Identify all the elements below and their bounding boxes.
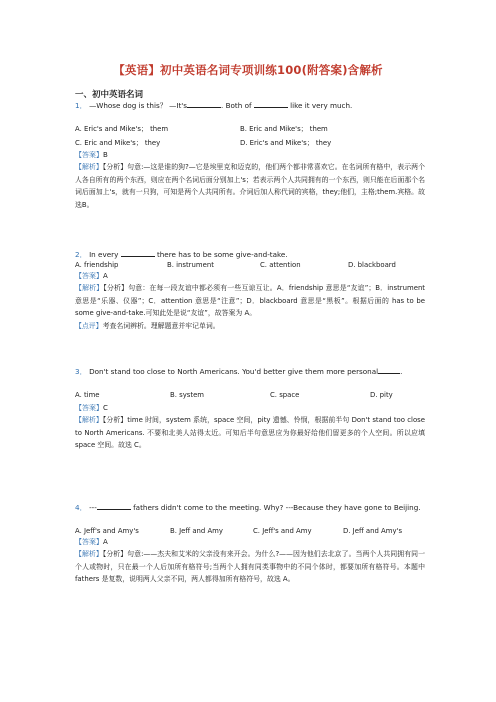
answer-line bbox=[75, 537, 425, 548]
analysis: 【解析】【分析】句意:——杰夫和艾米的父亲没有来开会。为什么?——因为他们去北京了。当两个人共同拥有同一个人或物时，只在最一个人后加所有格符号;当两个人拥有同类事物中的不同个体时，都要加所有格符号。本题中 fathers 是复数，说明两人父亲不同，两人都得加所有格符号，故选 A。 bbox=[75, 550, 425, 583]
question-stem: 3． Don't stand too close to North Americans. You'd better give them more personal . bbox=[75, 367, 403, 376]
blank bbox=[378, 367, 400, 374]
answer-tag: 【答案】 bbox=[75, 151, 103, 159]
option-b: B. instrument bbox=[167, 261, 214, 269]
blank bbox=[121, 250, 155, 257]
question-1 bbox=[75, 100, 425, 211]
comment-tag: 【点评】 bbox=[75, 321, 103, 330]
options-row bbox=[75, 260, 425, 271]
option-c: C. Jeff's and Amy bbox=[253, 527, 312, 535]
option-b: B. Eric and Mike's； them bbox=[240, 125, 328, 133]
answer-value: A bbox=[103, 538, 108, 546]
options-row bbox=[75, 138, 425, 149]
blank bbox=[187, 101, 221, 108]
option-d: D. Jeff and Amy's bbox=[343, 527, 403, 535]
analysis: 【解析】【分析】句意:—这是谁的狗?—它是埃里克和迈克的，他们两个都非常喜欢它。在名词所有格中，表示两个人各自所有的两个东西，则应在两个名词后面分别加上's；若表示两个人共同拥有的一个东西，则只能在后面那个名词后面加上's，就有一只狗，可知是两个人共同所有。介词后加人称代词的宾格，they;他们，主格;them.宾格。故选B。 bbox=[75, 163, 426, 209]
options-row bbox=[75, 124, 425, 135]
answer-value: B bbox=[103, 151, 108, 159]
question-stem: 4． --- fathers didn't come to the meeting. Why? ---Because they have gone to Beijing. bbox=[75, 503, 421, 512]
comment: 【点评】考查名词辨析。理解题意并牢记单词。 bbox=[75, 321, 220, 330]
question-3 bbox=[75, 366, 425, 452]
blank bbox=[254, 101, 288, 108]
answer-value: C bbox=[103, 404, 108, 412]
answer-line bbox=[75, 403, 425, 414]
option-d: D. blackboard bbox=[348, 261, 396, 269]
answer-tag: 【答案】 bbox=[75, 272, 103, 280]
option-a: A. time bbox=[75, 391, 100, 399]
question-stem: 1． —Whose dog is this？ —It's . Both of like it very much. bbox=[75, 101, 353, 110]
question-number: 2． bbox=[75, 250, 87, 259]
question-stem: 2． In every there has to be some give-and-take. bbox=[75, 250, 288, 259]
option-a: A. Jeff's and Amy's bbox=[75, 527, 139, 535]
analysis: 【解析】【分析】time 时间，system 系统，space 空间，pity 遗憾、怜悯，根据前半句 Don't stand too close to North Americans. 不要和北美人站得太近。可知后半句意思应为你最好给他们留更多的个人空间。所以应填 space 空间。故选 C。 bbox=[75, 416, 425, 449]
question-2 bbox=[75, 249, 425, 332]
page-title: 【英语】初中英语名词专项训练100(附答案)含解析 bbox=[113, 63, 383, 77]
option-b: B. Jeff and Amy bbox=[170, 527, 223, 535]
analysis-tag: 【解析】 bbox=[75, 416, 103, 424]
question-number: 4． bbox=[75, 503, 87, 512]
option-c: C. space bbox=[270, 391, 300, 399]
analysis-tag: 【解析】 bbox=[75, 163, 103, 171]
option-a: A. friendship bbox=[75, 261, 119, 269]
option-c: C. Eric and Mike's； they bbox=[75, 139, 161, 147]
answer-value: A bbox=[103, 272, 108, 280]
analysis-tag: 【解析】 bbox=[75, 284, 104, 292]
options-row bbox=[75, 390, 425, 401]
section-heading: 一、初中英语名词 bbox=[75, 90, 144, 100]
option-a: A. Eric's and Mike's； them bbox=[75, 125, 169, 133]
answer-line bbox=[75, 271, 425, 282]
answer-tag: 【答案】 bbox=[75, 538, 103, 546]
option-c: C. attention bbox=[260, 261, 301, 269]
answer-tag: 【答案】 bbox=[75, 404, 103, 412]
options-row bbox=[75, 526, 425, 537]
analysis: 【解析】【分析】句意：在每一段友谊中都必须有一些互谅互让。A．friendship 意思是“友谊”；B．instrument 意思是“乐器、仪器”；C．attention 意思是“注意”；D．blackboard 意思是“黑板”。根据后面的 has to be some give-and-take.可知此处是说“友谊”，故答案为 A。 bbox=[75, 284, 426, 317]
question-4 bbox=[75, 502, 425, 586]
question-number: 1． bbox=[75, 101, 87, 110]
answer-line bbox=[75, 150, 425, 161]
blank bbox=[97, 503, 131, 510]
option-d: D. Eric's and Mike's； they bbox=[240, 139, 332, 147]
question-number: 3． bbox=[75, 367, 87, 376]
option-d: D. pity bbox=[370, 391, 393, 399]
analysis-tag: 【解析】 bbox=[75, 550, 103, 558]
option-b: B. system bbox=[170, 391, 205, 399]
